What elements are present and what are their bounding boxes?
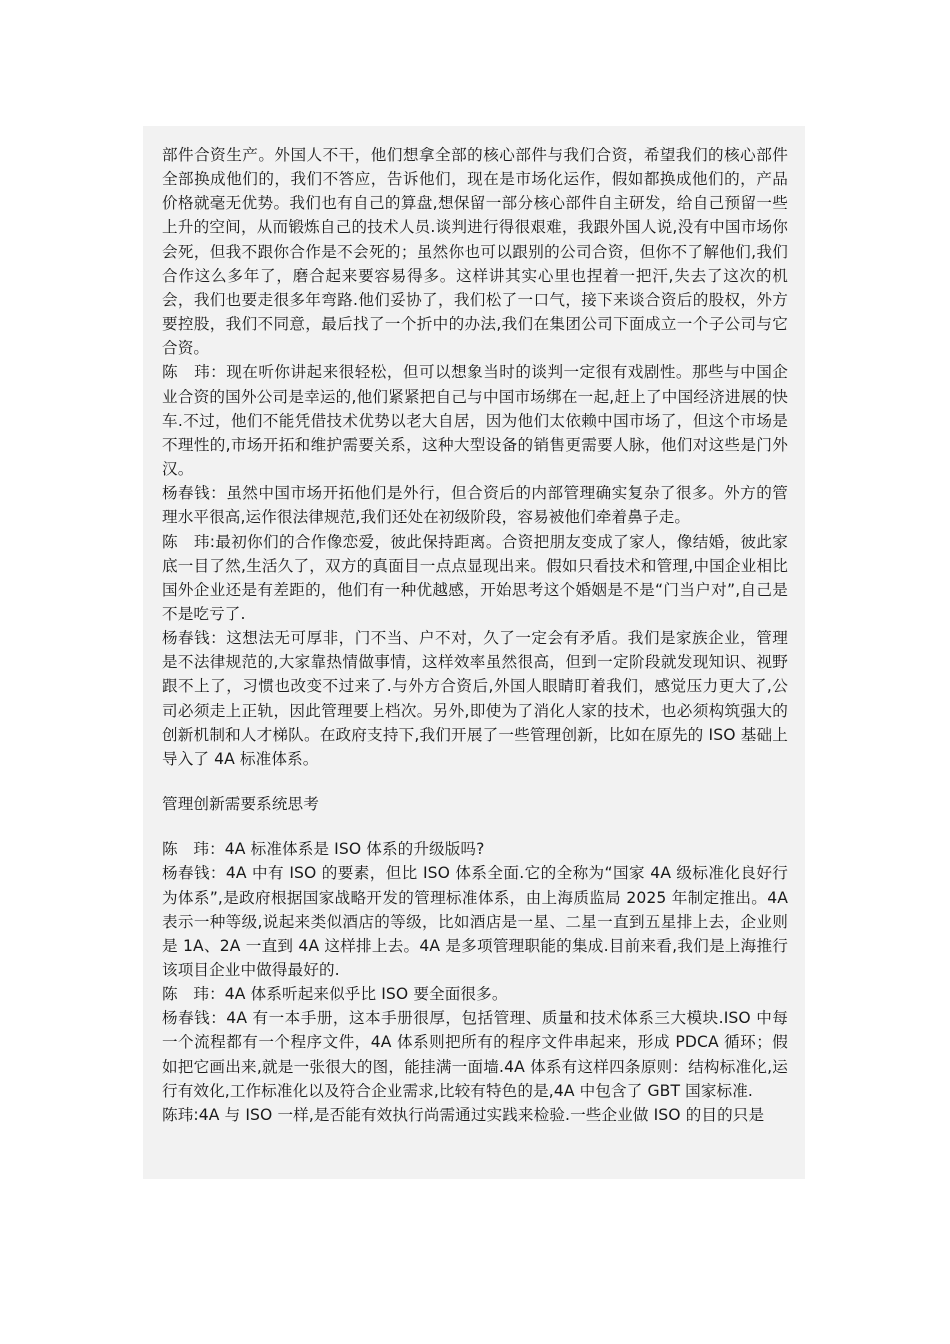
paragraph: 陈 玮：现在听你讲起来很轻松，但可以想象当时的谈判一定很有戏剧性。那些与中国企业合资的国外公司是幸运的,他们紧紧把自己与中国市场绑在一起,赶上了中国经济进展的快车.不过，他们不能凭借技术优势以老大自居，因为他们太依赖中国市场了，但这个市场是不理性的,市场开拓和维护需要关系，这种大型设备的销售更需要人脉，他们对这些是门外汉。 (162, 363, 788, 479)
paragraph: 陈玮:4A 与 ISO 一样,是否能有效执行尚需通过实践来检验.一些企业做 ISO 的目的只是 (162, 1105, 765, 1124)
paragraph: 杨春钱：这想法无可厚非，门不当、户不对，久了一定会有矛盾。我们是家族企业，管理是不法律规范的,大家靠热情做事情，这样效率虽然很高，但到一定阶段就发现知识、视野跟不上了，习惯也改变不过来了.与外方合资后,外国人眼睛盯着我们，感觉压力更大了,公司必须走上正轨，因此管理要上档次。另外,即使为了消化人家的技术，也必须构筑强大的创新机制和人才梯队。在政府支持下,我们开展了一些管理创新，比如在原先的 ISO 基础上导入了 4A 标准体系。 (162, 629, 788, 768)
paragraph: 陈 玮：4A 标准体系是 ISO 体系的升级版吗? (162, 840, 485, 859)
paragraph: 陈 玮：4A 体系听起来似乎比 ISO 要全面很多。 (162, 985, 508, 1004)
section-heading: 管理创新需要系统思考 (162, 795, 319, 814)
document-body (162, 143, 788, 1127)
paragraph: 杨春钱：4A 中有 ISO 的要素，但比 ISO 体系全面.它的全称为“国家 4A 级标准化良好行为体系”,是政府根据国家战略开发的管理标准体系，由上海质监局 2025 年制定推出。4A 表示一种等级,说起来类似酒店的等级，比如酒店是一星、二星一直到五星排上去，企业则是 1A、2A 一直到 4A 这样排上去。4A 是多项管理职能的集成.目前来看,我们是上海推行该项目企业中做得最好的. (162, 864, 788, 979)
paragraph: 杨春钱：虽然中国市场开拓他们是外行，但合资后的内部管理确实复杂了很多。外方的管理水平很高,运作很法律规范,我们还处在初级阶段，容易被他们牵着鼻子走。 (162, 484, 788, 527)
document-page (143, 126, 805, 1179)
paragraph: 杨春钱：4A 有一本手册，这本手册很厚，包括管理、质量和技术体系三大模块.ISO 中每一个流程都有一个程序文件，4A 体系则把所有的程序文件串起来，形成 PDCA 循环；假如把它画出来,就是一张很大的图，能挂满一面墙.4A 体系有这样四条原则：结构标准化,运行有效化,工作标准化以及符合企业需求,比较有特色的是,4A 中包含了 GBT 国家标准. (162, 1009, 788, 1100)
paragraph: 部件合资生产。外国人不干，他们想拿全部的核心部件与我们合资，希望我们的核心部件全部换成他们的，我们不答应，告诉他们，现在是市场化运作，假如都换成他们的，产品价格就毫无优势。我们也有自己的算盘,想保留一部分核心部件自主研发，给自己预留一些上升的空间，从而锻炼自己的技术人员.谈判进行得很艰难，我跟外国人说,没有中国市场你会死，但我不跟你合作是不会死的；虽然你也可以跟别的公司合资，但你不了解他们,我们合作这么多年了，磨合起来要容易得多。这样讲其实心里也捏着一把汗,失去了这次的机会，我们也要走很多年弯路.他们妥协了，我们松了一口气，接下来谈合资后的股权，外方要控股，我们不同意，最后找了一个折中的办法,我们在集团公司下面成立一个子公司与它合资。 (162, 146, 788, 358)
paragraph: 陈 玮:最初你们的合作像恋爱，彼此保持距离。合资把朋友变成了家人，像结婚，彼此家底一目了然,生活久了，双方的真面目一点点显现出来。假如只看技术和管理,中国企业相比国外企业还是有差距的，他们有一种优越感，开始思考这个婚姻是不是“门当户对”,自己是不是吃亏了. (162, 532, 788, 623)
